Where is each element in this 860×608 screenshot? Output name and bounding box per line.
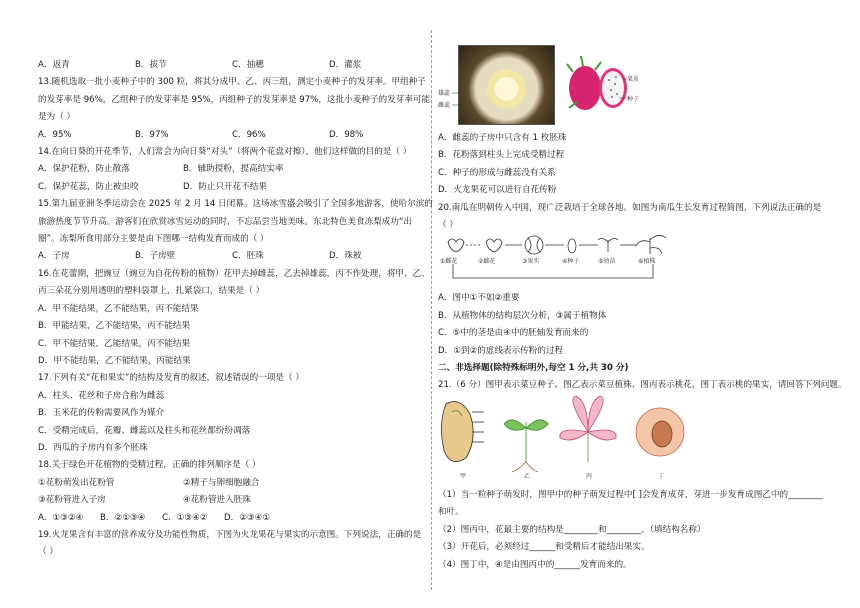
female-flower-1 [448,239,464,252]
q21-stem: 21.（6 分）图甲表示菜豆种子、图乙表示菜豆植株、图丙表示桃花，图丁表示桃的果实，请回答下列问题。 [438,380,847,391]
option: A．图中①不如②重要 [438,293,520,304]
option: B．辅助授粉，提高结实率 [183,164,284,175]
pitaya-flower-photo [458,45,555,125]
option: C．甲不能结果，乙能结果，丙不能结果 [38,338,191,349]
option: C．抽穗 [232,60,264,70]
option: D．西瓜的子房内有多个胚珠 [38,442,148,453]
q20-stem: （ ） [438,220,458,231]
option: C．胚珠 [232,251,264,262]
label-peel: 果皮 [627,76,640,83]
stage-label: ①雌花 [440,258,458,265]
q21-part: 和叶。 [438,507,464,518]
stage-label: ⑥植株 [638,258,656,265]
q15-options [38,248,426,265]
option: B．玉米花的传粉需要风作为媒介 [38,408,165,419]
caption-c: 丙 [586,473,593,480]
option: B．拔节 [135,60,167,70]
q16-stem: 丙三朵花分别用透明的塑料袋罩上，扎紧袋口，结果是（ ） [38,286,265,297]
q16-stem: 16.在花蕾期，把豌豆（豌豆为自花传粉的植物）花甲去掉雌蕊，乙去掉雄蕊，丙不作处理，将甲、乙、 [38,268,430,279]
option: B．花粉落到柱头上完成受精过程 [438,150,565,161]
pumpkin-fruit [525,236,543,254]
option: B．从植物体的结构层次分析，③属于植物体 [438,310,607,321]
step: ②精子与卵细胞融合 [183,477,260,488]
stage-label: ④种子 [562,258,580,265]
option: A．雌蕊的子房中只含有 1 枚胚珠 [438,133,567,143]
option: C．受精完成后，花瓣、雌蕊以及柱头和花丝都纷纷凋落 [38,425,251,436]
left-column [38,57,433,562]
q14-options [38,179,426,196]
q18-stem: 18.关于绿色开花植物的受精过程，正确的排列顺序是（ ） [38,460,261,471]
option: A．甲不能结果，乙不能结果，丙不能结果 [38,303,199,314]
q15-stem: 15.第九届亚洲冬季运动会在 2025 年 2 月 14 日闭幕。这场冰雪盛会吸引了全国多地游客，使哈尔滨的 [38,199,433,210]
option: D．②③④① [224,512,271,523]
section-heading: 二、非选择题(除特殊标明外,每空 1 分,共 30 分) [438,363,629,374]
mature-plant [636,235,666,254]
q14-options [38,161,426,178]
bean-plant [504,420,548,462]
option: B．子房壁 [135,251,176,262]
q21-part: （1）当一粒种子萌发时，图甲中的种子萌发过程中[ ]会发育成芽，芽进一步发育成图乙中的________ [438,489,823,500]
q14-stem: 14.在向日葵的开花季节，人们常会为向日葵“对头”（将两个花盘对擦），他们这样做的目的是（ ） [38,147,412,158]
q21-part: （2）图丙中，花最主要的结构是________和________。（填结构名称） [438,524,706,535]
option: B．②①③④ [100,512,146,523]
q21-part: （3）开花后，必须经过______和受精后才能结出果实。 [438,542,650,553]
caption-d: 丁 [658,473,665,480]
pitaya-fruit-figure [565,50,640,118]
cut-fruit-flesh [602,71,624,105]
option: A．95% [38,129,72,140]
q21-figure [438,392,748,482]
q13-stem: 13.随机选取一批小麦种子中的 300 粒，将其分成甲、乙、丙三组，测定小麦种子的发芽率。甲组种子 [38,77,426,88]
seedling [598,238,618,252]
q19-stem: 19.火龙果含有丰富的营养成分及功能性物质，下图为火龙果花与果实的示意图。下列说法，正确的是 [38,529,422,540]
stage-label: ⑤幼苗 [598,258,616,265]
option: C．保护花蕊，防止被虫咬 [38,181,139,192]
option: A．柱头、花丝和子房合称为雌蕊 [38,390,165,401]
q13-options [38,127,426,144]
column-divider [431,30,432,590]
step: ③花粉管进入子房 [38,495,106,506]
q13-stem: 的发芽率是 96%，乙组种子的发芽率是 95%，丙组种子的发芽率是 97%，这批小麦种子的发芽率可能 [38,94,431,105]
caption-b: 乙 [524,473,531,480]
pumpkin-lifecycle-figure [438,232,698,292]
q15-stem: 旅游热度节节升高。游客们在欣赏冰雪运动的同时，不忘品尝当地美味。东北特色美食冻梨成功“出 [38,216,412,227]
option: C．种子的形成与雌蕊没有关系 [438,167,556,178]
q12-options [38,57,426,74]
label-seed: 种子 [627,96,640,103]
q18-options [38,510,426,527]
option: C．①③④② [162,512,208,523]
step: ④花粉管进入胚珠 [183,495,251,506]
step: ①花粉萌发出花粉管 [38,477,115,488]
option: B．97% [135,129,169,140]
label-pistil: 雌蕊 [438,102,451,109]
right-column [438,130,847,574]
option: D．火龙果花可以进行自花传粉 [438,185,557,196]
option: C．96% [232,129,266,140]
seed [568,239,576,253]
option: D．①到②的虚线表示传粉的过程 [438,345,564,356]
option: A．返青 [38,60,70,70]
option: A．保护花粉，防止散落 [38,164,130,175]
stage-label: ③果实 [522,258,540,265]
flower-labels [438,80,462,120]
option: D．甲不能结果，乙不能结果，丙能结果 [38,355,191,366]
q18-steps [38,475,426,492]
female-flower-2 [486,239,502,252]
q19-stem: （ ） [38,547,58,558]
option: D．98% [329,129,364,140]
option: A．子房 [38,251,70,262]
q13-stem: 是为（ ） [38,112,76,123]
label-stamen: 雄蕊 [438,90,451,97]
caption-a: 甲 [460,473,467,480]
option: D．珠被 [329,251,362,262]
option: C．⑤中的茎是由④中的胚轴发育而来的 [438,328,589,339]
option: D．灌浆 [329,60,362,70]
q20-stem: 20.南瓜在明朝传入中国，现广泛栽培于全球各地。如图为南瓜生长发育过程简图，下列说法正确的是 [438,202,822,213]
option: A．①③②④ [38,512,84,523]
q21-part: （4）图丁中，④是由图丙中的______发育而来的。 [438,559,632,570]
q15-stem: 圈”。冻梨所食用部分主要是由下图哪一结构发育而成的（ ） [38,234,269,245]
option: D．防止只开花不结果 [183,181,267,192]
stage-label: ②雌花 [478,258,496,265]
option: B．甲能结果，乙不能结果，丙不能结果 [38,321,190,332]
q18-steps [38,492,426,509]
q17-stem: 17.下列有关“花和果实”的结构及发育的叙述，叙述错误的一项是（ ） [38,373,304,384]
